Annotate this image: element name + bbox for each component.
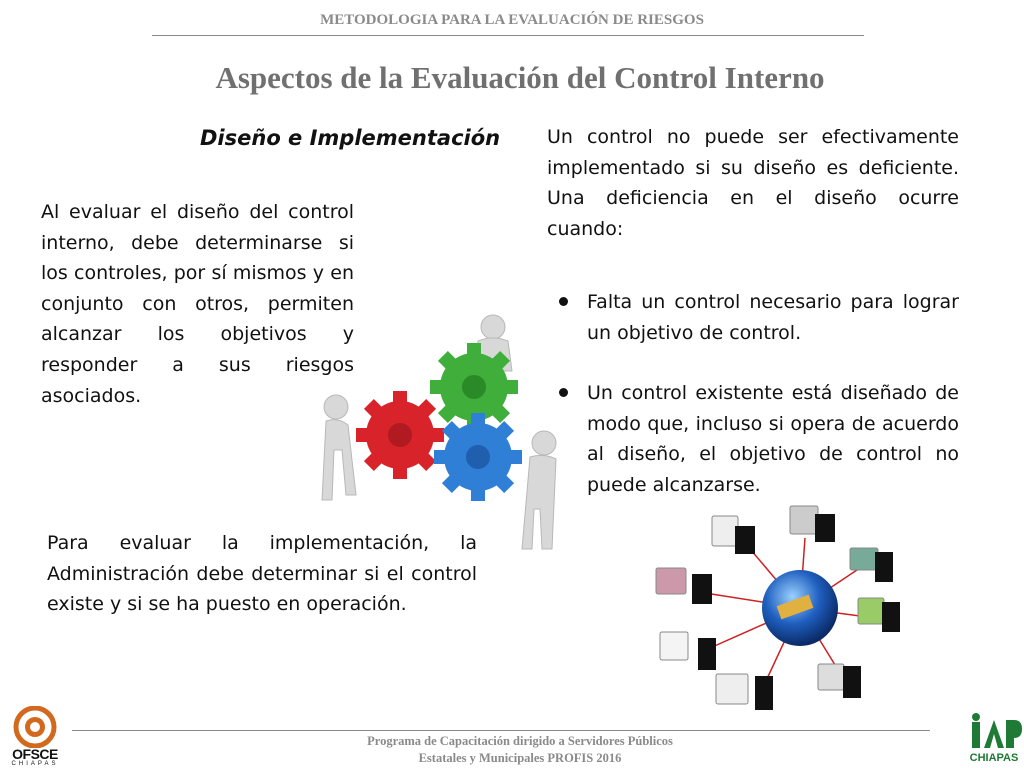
header-divider <box>152 35 864 36</box>
computer-icon <box>656 568 712 604</box>
list-item <box>553 287 959 348</box>
iap-chiapas-logo <box>966 712 1022 766</box>
list-item <box>553 378 959 500</box>
ofsce-logo-text: OFSCE <box>12 746 58 762</box>
deficiency-list <box>553 287 959 531</box>
slide-title: Aspectos de la Evaluación del Control Interno <box>215 60 825 95</box>
computer-icon <box>660 632 716 670</box>
ofsce-logo-subtext: CHIAPAS <box>11 761 59 767</box>
computer-icon <box>716 674 773 710</box>
deficiency-paragraph: Un control no puede ser efectivamente implementado si su diseño es deficiente. Una deficiencia en el diseño ocurre cuando: <box>547 126 959 240</box>
implementation-paragraph: Para evaluar la implementación, la Administración debe determinar si el control existe y si se ha puesto en operación. <box>47 532 477 616</box>
computer-icon <box>858 598 900 632</box>
computer-icon <box>818 664 861 698</box>
ofsce-logo <box>4 706 66 768</box>
gears-teamwork-illustration <box>318 305 568 555</box>
ofsce-emblem-icon <box>4 706 66 748</box>
design-paragraph: Al evaluar el diseño del control interno, debe determinarse si los controles, por sí mismos y en conjunto con otros, permiten alcanzar los objetivos y responder a sus riesgos asociados. <box>41 201 354 407</box>
computer-icon <box>712 516 755 554</box>
blue-gear-icon <box>434 413 522 501</box>
iap-logo-text: CHIAPAS <box>969 752 1019 764</box>
footer-text <box>300 733 740 767</box>
list-item-text: Un control existente está diseñado de modo que, incluso si opera de acuerdo al diseño, el objetivo de control no puede alcanzarse. <box>587 382 959 496</box>
footer-line: Programa de Capacitación dirigido a Servidores Públicos <box>367 734 673 748</box>
footer-line: Estatales y Municipales PROFIS 2016 <box>418 751 622 765</box>
section-subtitle: Diseño e Implementación <box>200 126 501 150</box>
computer-icon <box>790 506 835 542</box>
list-item-text: Falta un control necesario para lograr un objetivo de control. <box>587 291 959 344</box>
computer-icon <box>850 548 893 582</box>
network-globe-illustration <box>650 498 910 720</box>
slide-header: METODOLOGIA PARA LA EVALUACIÓN DE RIESGOS <box>320 12 704 28</box>
iap-emblem-icon <box>966 712 1022 752</box>
red-gear-icon <box>356 391 444 479</box>
footer-divider <box>72 730 930 731</box>
